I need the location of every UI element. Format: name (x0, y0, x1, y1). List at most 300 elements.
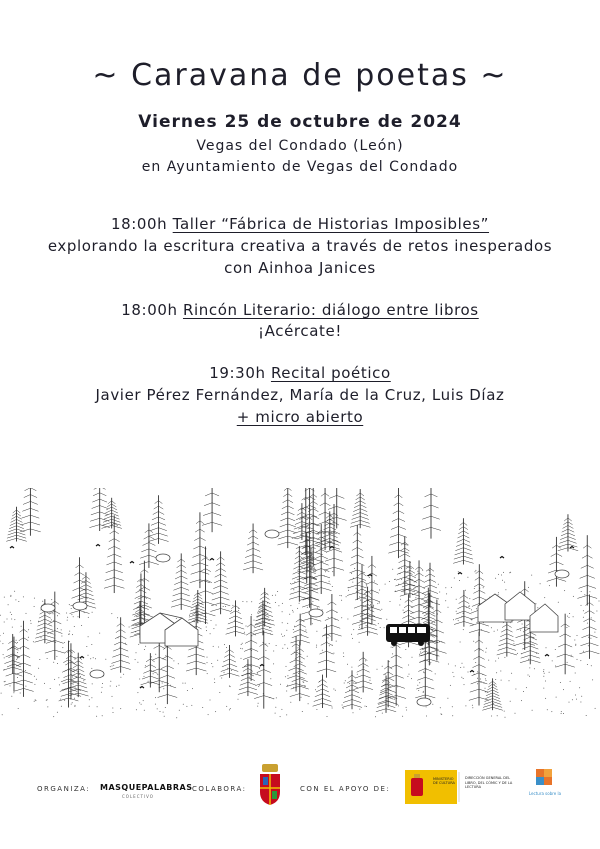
ground-dot (155, 697, 156, 698)
ground-dot (290, 605, 291, 606)
ground-dot (316, 631, 317, 632)
ground-dot (378, 623, 379, 624)
ground-dot (281, 709, 282, 710)
ground-dot (435, 673, 436, 674)
ground-dot (592, 679, 593, 680)
tree (241, 616, 261, 681)
ground-dot (99, 633, 100, 634)
ground-dot (537, 607, 538, 608)
ground-dot (510, 701, 511, 702)
ground-dot (564, 590, 565, 591)
ground-dot (83, 680, 84, 681)
ground-dot (144, 676, 145, 677)
ground-dot (497, 630, 498, 631)
ground-dot (259, 668, 260, 669)
ground-dot (287, 623, 288, 624)
ground-dot (91, 668, 92, 669)
ground-dot (351, 667, 352, 668)
ground-dot (10, 685, 11, 686)
ground-dot (17, 642, 18, 643)
ground-dot (401, 579, 402, 580)
ground-dot (72, 702, 73, 703)
ground-dot (44, 683, 45, 684)
ground-dot (282, 636, 283, 637)
tree (148, 495, 168, 544)
ground-dot (417, 685, 418, 686)
ground-dot (500, 671, 501, 672)
ground-dot (91, 644, 92, 645)
bus-icon (386, 624, 430, 646)
ground-dot (88, 655, 89, 656)
ground-dot (454, 578, 455, 579)
ground-dot (463, 629, 464, 630)
ground-dot (353, 712, 354, 713)
ground-dot (477, 671, 478, 672)
ground-dot (456, 611, 457, 612)
ground-dot (515, 689, 516, 690)
ground-dot (286, 666, 287, 667)
ground-dot (231, 670, 232, 671)
ground-dot (498, 574, 499, 575)
ground-dot (57, 615, 58, 616)
tree (352, 565, 372, 630)
house-left (140, 613, 198, 646)
ground-dot (165, 655, 166, 656)
tree (238, 659, 258, 696)
ground-dot (116, 686, 117, 687)
ground-dot (16, 640, 17, 641)
ground-dot (163, 688, 164, 689)
ground-dot (34, 684, 35, 685)
ground-dot (148, 681, 149, 682)
ground-dot (57, 663, 58, 664)
ground-dot (178, 663, 179, 664)
ground-dot (145, 646, 146, 647)
ground-dot (332, 708, 333, 709)
tree (469, 632, 489, 706)
ground-dot (238, 610, 239, 611)
ground-dot (211, 620, 212, 621)
ground-dot (71, 704, 72, 705)
ground-dot (125, 643, 126, 644)
ground-dot (275, 713, 276, 714)
ground-dot (382, 713, 383, 714)
ground-dot (143, 700, 144, 701)
ground-dot (72, 677, 73, 678)
ground-dot (10, 612, 11, 613)
ground-dot (289, 614, 290, 615)
ground-dot (3, 633, 4, 634)
ground-dot (523, 691, 524, 692)
ground-dot (216, 605, 217, 606)
ground-dot (460, 642, 461, 643)
ground-dot (214, 682, 215, 683)
ground-dot (157, 674, 158, 675)
ground-dot (224, 672, 225, 673)
ground-dot (79, 674, 80, 675)
ground-dot (352, 582, 353, 583)
ground-dot (316, 645, 317, 646)
ground-dot (336, 641, 337, 642)
ground-dot (14, 591, 15, 592)
ground-dot (312, 623, 313, 624)
ground-dot (529, 676, 530, 677)
ground-dot (12, 627, 13, 628)
ground-dot (401, 568, 402, 569)
ground-dot (544, 673, 545, 674)
ground-dot (488, 660, 489, 661)
ground-dot (447, 698, 448, 699)
ground-dot (392, 569, 393, 570)
ground-dot (74, 698, 75, 699)
bird (500, 557, 504, 559)
ground-dot (347, 619, 348, 620)
ground-dot (136, 652, 137, 653)
ground-dot (498, 594, 499, 595)
ground-dot (583, 617, 584, 618)
ground-dot (286, 691, 287, 692)
ground-dot (591, 617, 592, 618)
ground-dot (445, 587, 446, 588)
ground-dot (567, 616, 568, 617)
event-3-performers: Javier Pérez Fernández, María de la Cruz, Luis Díaz (95, 386, 505, 404)
ground-dot (81, 625, 82, 626)
ground-dot (545, 681, 546, 682)
ground-dot (511, 673, 512, 674)
ground-dot (491, 716, 492, 717)
ground-dot (217, 660, 218, 661)
ground-dot (403, 591, 404, 592)
ground-dot (242, 648, 243, 649)
ground-dot (476, 608, 477, 609)
ground-dot (189, 615, 190, 616)
ground-dot (183, 704, 184, 705)
ground-dot (448, 607, 449, 608)
ground-dot (229, 709, 230, 710)
ground-dot (151, 656, 152, 657)
ground-dot (517, 653, 518, 654)
ground-dot (293, 687, 294, 688)
ground-dot (315, 689, 316, 690)
ground-dot (230, 708, 231, 709)
ground-dot (353, 683, 354, 684)
ground-dot (258, 703, 259, 704)
ground-dot (162, 683, 163, 684)
ground-dot (113, 665, 114, 666)
ground-dot (207, 657, 208, 658)
ground-dot (96, 716, 97, 717)
ground-dot (569, 617, 570, 618)
ground-dot (498, 592, 499, 593)
ground-dot (215, 711, 216, 712)
ground-dot (547, 709, 548, 710)
ground-dot (69, 631, 70, 632)
tree (558, 514, 578, 551)
ground-dot (275, 707, 276, 708)
ground-dot (474, 588, 475, 589)
ground-dot (102, 715, 103, 716)
ground-dot (216, 625, 217, 626)
ground-dot (187, 690, 188, 691)
ground-dot (475, 570, 476, 571)
ground-dot (226, 706, 227, 707)
ground-dot (589, 591, 590, 592)
event-1-name: Taller “Fábrica de Historias Imposibles” (172, 215, 490, 233)
bird (570, 547, 574, 549)
ground-dot (57, 712, 58, 713)
tree (313, 675, 333, 708)
direccion-text: DIRECCIÓN GENERAL DEL LIBRO, DEL CÓMIC Y DE LA LECTURA (465, 776, 513, 789)
ground-dot (411, 678, 412, 679)
ground-dot (210, 700, 211, 701)
ground-dot (74, 706, 75, 707)
ground-dot (89, 706, 90, 707)
ground-dot (483, 587, 484, 588)
masquepalabras-sub: COLECTIVO (122, 794, 154, 799)
house-right (478, 592, 558, 632)
ground-dot (214, 679, 215, 680)
bird (210, 559, 214, 561)
ground-dot (213, 646, 214, 647)
ground-dot (75, 687, 76, 688)
ground-dot (448, 664, 449, 665)
ground-dot (386, 619, 387, 620)
ground-dot (20, 648, 21, 649)
ground-dot (566, 627, 567, 628)
ground-dot (64, 700, 65, 701)
ground-dot (73, 684, 74, 685)
ground-dot (531, 575, 532, 576)
ground-dot (272, 595, 273, 596)
ground-dot (382, 666, 383, 667)
ground-dot (241, 644, 242, 645)
ground-dot (485, 688, 486, 689)
lectura-text: Lectura sobre la (528, 791, 562, 796)
ground-dot (486, 648, 487, 649)
ground-dot (343, 653, 344, 654)
tree (350, 489, 370, 528)
ground-dot (458, 571, 459, 572)
ground-dot (545, 698, 546, 699)
ground-dot (111, 613, 112, 614)
ground-dot (460, 667, 461, 668)
ground-dot (2, 643, 3, 644)
ground-dot (485, 678, 486, 679)
tree (277, 488, 298, 548)
ground-dot (390, 601, 391, 602)
event-1-heading (0, 215, 600, 233)
ground-dot (451, 587, 452, 588)
ground-dot (47, 706, 48, 707)
apoyo-label: CON EL APOYO DE: (300, 785, 391, 793)
ground-dot (549, 585, 550, 586)
ground-dot (275, 595, 276, 596)
ground-dot (208, 714, 209, 715)
bird (470, 671, 474, 673)
ground-dot (284, 644, 285, 645)
ground-dot (10, 595, 11, 596)
ground-dot (273, 663, 274, 664)
tree (579, 594, 599, 658)
ground-dot (141, 704, 142, 705)
ground-dot (473, 641, 474, 642)
ground-dot (282, 611, 283, 612)
bird (140, 687, 144, 689)
ground-dot (558, 602, 559, 603)
tree (158, 637, 178, 704)
ground-dot (366, 625, 367, 626)
ground-dot (138, 644, 139, 645)
ground-dot (509, 680, 510, 681)
ground-dot (430, 663, 431, 664)
ground-dot (419, 682, 420, 683)
ground-dot (13, 692, 14, 693)
ground-dot (329, 645, 330, 646)
ground-dot (206, 630, 207, 631)
ground-dot (359, 709, 360, 710)
ground-dot (163, 712, 164, 713)
ground-dot (422, 570, 423, 571)
ground-dot (341, 617, 342, 618)
ground-dot (53, 662, 54, 663)
ground-dot (494, 631, 495, 632)
ground-dot (581, 605, 582, 606)
ground-dot (41, 637, 42, 638)
ground-dot (113, 712, 114, 713)
ground-dot (67, 617, 68, 618)
ground-dot (299, 603, 300, 604)
ground-dot (28, 637, 29, 638)
ground-dot (495, 679, 496, 680)
ground-dot (223, 606, 224, 607)
ground-dot (544, 597, 545, 598)
ground-dot (242, 601, 243, 602)
bird (130, 562, 134, 564)
ground-dot (14, 619, 15, 620)
tree (254, 630, 273, 708)
lectura-logo-icon (533, 766, 555, 788)
tree (547, 537, 566, 587)
ground-dot (502, 580, 503, 581)
ground-dot (207, 662, 208, 663)
ground-dot (144, 710, 145, 711)
ground-dot (543, 671, 544, 672)
ground-dot (359, 642, 360, 643)
ground-dot (567, 662, 568, 663)
ground-dot (351, 634, 352, 635)
tree (347, 525, 367, 600)
ground-dot (36, 679, 37, 680)
ground-dot (327, 637, 328, 638)
ground-dot (176, 618, 177, 619)
ground-dot (285, 676, 286, 677)
ground-dot (60, 699, 61, 700)
ground-dot (97, 706, 98, 707)
ground-dot (242, 643, 243, 644)
ground-dot (23, 596, 24, 597)
ground-dot (249, 677, 250, 678)
ground-dot (503, 572, 504, 573)
ground-dot (80, 676, 81, 677)
tree (453, 518, 474, 564)
ground-dot (292, 610, 293, 611)
ground-dot (11, 696, 12, 697)
ground-dot (20, 693, 21, 694)
ground-dot (475, 571, 476, 572)
ground-dot (305, 630, 306, 631)
ground-dot (581, 696, 582, 697)
ground-dot (349, 683, 350, 684)
bird (10, 547, 14, 549)
ground-dot (441, 713, 442, 714)
ground-dot (307, 656, 308, 657)
ground-dot (73, 616, 74, 617)
ground-dot (453, 619, 454, 620)
ground-dot (419, 654, 420, 655)
ministerio-text: MINISTERIO DE CULTURA (433, 777, 455, 785)
ground-dot (123, 674, 124, 675)
ground-dot (543, 676, 544, 677)
ground-dot (379, 602, 380, 603)
ground-dot (329, 581, 330, 582)
ground-dot (89, 699, 90, 700)
ground-dot (563, 713, 564, 714)
ground-dot (110, 681, 111, 682)
ground-dot (68, 634, 69, 635)
ground-dot (92, 612, 93, 613)
ground-dot (385, 584, 386, 585)
ground-dot (110, 666, 111, 667)
ground-dot (276, 645, 277, 646)
ground-dot (42, 601, 43, 602)
ground-dot (75, 705, 76, 706)
ground-dot (0, 635, 1, 636)
ground-dot (575, 644, 576, 645)
ground-dot (332, 571, 333, 572)
ground-dot (450, 685, 451, 686)
ground-dot (392, 653, 393, 654)
ground-dot (477, 683, 478, 684)
ground-dot (374, 581, 375, 582)
ground-dot (588, 645, 589, 646)
ground-dot (129, 627, 130, 628)
ground-dot (359, 627, 360, 628)
ground-dot (583, 651, 584, 652)
ground-dot (165, 707, 166, 708)
ground-dot (206, 627, 207, 628)
ground-dot (583, 610, 584, 611)
ground-dot (587, 623, 588, 624)
ground-dot (333, 689, 334, 690)
ground-dot (465, 705, 466, 706)
event-1-host: con Ainhoa Janices (224, 259, 376, 277)
ground-dot (293, 589, 294, 590)
tree (286, 636, 306, 692)
ground-dot (391, 647, 392, 648)
ground-dot (287, 648, 288, 649)
ground-dot (275, 602, 276, 603)
ground-dot (88, 617, 89, 618)
ground-dot (273, 651, 274, 652)
ground-dot (464, 684, 465, 685)
ground-dot (74, 626, 75, 627)
ground-dot (278, 605, 279, 606)
tree (202, 488, 222, 532)
ground-dot (21, 626, 22, 627)
ground-dot (144, 649, 145, 650)
ground-dot (381, 609, 382, 610)
ground-dot (576, 699, 577, 700)
